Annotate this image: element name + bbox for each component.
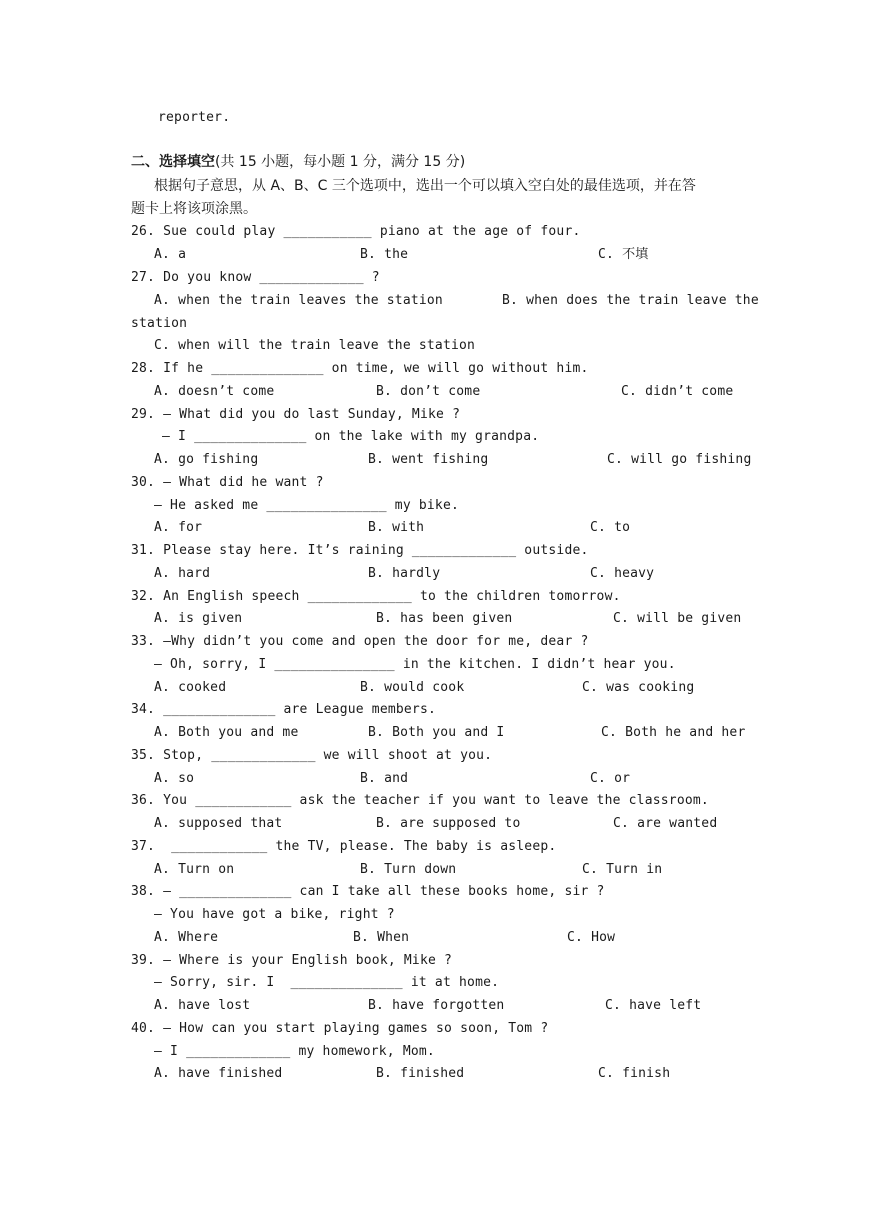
q34-option-c: C. Both he and her xyxy=(601,725,746,740)
q32-option-c: C. will be given xyxy=(613,611,742,626)
question-30-response: — He asked me _______________ my bike. xyxy=(154,498,460,513)
q31-option-a: A. hard xyxy=(154,566,211,581)
question-33-response: — Oh, sorry, I _______________ in the kitchen. I didn’t hear you. xyxy=(154,657,676,672)
q31-option-c: C. heavy xyxy=(590,566,655,581)
question-40: 40. — How can you start playing games so soon, Tom ? xyxy=(131,1021,549,1036)
question-31: 31. Please stay here. It’s raining _____________ outside. xyxy=(131,543,589,558)
q28-option-b: B. don’t come xyxy=(376,384,481,399)
q39-option-a: A. have lost xyxy=(154,998,251,1013)
question-30: 30. — What did he want ? xyxy=(131,475,324,490)
question-40-response: — I _____________ my homework, Mom. xyxy=(154,1044,435,1059)
question-35: 35. Stop, _____________ we will shoot at you. xyxy=(131,748,493,763)
question-39: 39. — Where is your English book, Mike ? xyxy=(131,953,453,968)
section-heading-scoring: (共 15 小题，每小题 1 分，满分 15 分) xyxy=(215,154,466,170)
q27-option-b-continued: station xyxy=(131,316,188,331)
section-heading xyxy=(131,152,465,172)
question-34: 34. ______________ are League members. xyxy=(131,702,437,717)
q38-option-b: B. When xyxy=(353,930,410,945)
q33-option-a: A. cooked xyxy=(154,680,227,695)
q40-option-b: B. finished xyxy=(376,1066,465,1081)
q33-option-c: C. was cooking xyxy=(582,680,695,695)
q37-option-b: B. Turn down xyxy=(360,862,457,877)
question-33: 33. —Why didn’t you come and open the door for me, dear ? xyxy=(131,634,589,649)
q39-option-c: C. have left xyxy=(605,998,702,1013)
q33-option-b: B. would cook xyxy=(360,680,465,695)
q27-option-a: A. when the train leaves the station xyxy=(154,293,443,308)
q40-option-c: C. finish xyxy=(598,1066,671,1081)
question-38: 38. — ______________ can I take all these books home, sir ? xyxy=(131,884,605,899)
q32-option-b: B. has been given xyxy=(376,611,513,626)
q37-option-c: C. Turn in xyxy=(582,862,663,877)
q26-option-a: A. a xyxy=(154,247,187,262)
q36-option-b: B. are supposed to xyxy=(376,816,521,831)
top-fragment: reporter. xyxy=(158,110,231,125)
q34-option-a: A. Both you and me xyxy=(154,725,299,740)
q35-option-c: C. or xyxy=(590,771,631,786)
q28-option-a: A. doesn’t come xyxy=(154,384,275,399)
section-instruction-line2: 题卡上将该项涂黑。 xyxy=(131,201,257,217)
q38-option-a: A. Where xyxy=(154,930,219,945)
q29-option-b: B. went fishing xyxy=(368,452,489,467)
q27-option-b: B. when does the train leave the xyxy=(502,293,759,308)
q36-option-c: C. are wanted xyxy=(613,816,718,831)
q39-option-b: B. have forgotten xyxy=(368,998,505,1013)
q35-option-b: B. and xyxy=(360,771,409,786)
section-instruction-line1: 根据句子意思，从 A、B、C 三个选项中，选出一个可以填入空白处的最佳选项，并在答 xyxy=(154,178,696,194)
section-heading-title: 二、选择填空 xyxy=(131,154,215,170)
question-36: 36. You ____________ ask the teacher if you want to leave the classroom. xyxy=(131,793,709,808)
question-26: 26. Sue could play ___________ piano at the age of four. xyxy=(131,224,581,239)
question-38-response: — You have got a bike, right ? xyxy=(154,907,395,922)
question-32: 32. An English speech _____________ to the children tomorrow. xyxy=(131,589,621,604)
question-29-response: — I ______________ on the lake with my grandpa. xyxy=(162,429,540,444)
question-29: 29. — What did you do last Sunday, Mike ? xyxy=(131,407,461,422)
q30-option-a: A. for xyxy=(154,520,203,535)
q30-option-c: C. to xyxy=(590,520,631,535)
q30-option-b: B. with xyxy=(368,520,425,535)
q29-option-a: A. go fishing xyxy=(154,452,259,467)
q35-option-a: A. so xyxy=(154,771,195,786)
question-27: 27. Do you know _____________ ? xyxy=(131,270,380,285)
q28-option-c: C. didn’t come xyxy=(621,384,734,399)
q32-option-a: A. is given xyxy=(154,611,243,626)
question-28: 28. If he ______________ on time, we will go without him. xyxy=(131,361,589,376)
q40-option-a: A. have finished xyxy=(154,1066,283,1081)
q34-option-b: B. Both you and I xyxy=(368,725,505,740)
q26-option-c: C. 不填 xyxy=(598,247,649,262)
question-37: 37. ____________ the TV, please. The baby is asleep. xyxy=(131,839,557,854)
q26-option-b: B. the xyxy=(360,247,409,262)
q37-option-a: A. Turn on xyxy=(154,862,235,877)
q38-option-c: C. How xyxy=(567,930,616,945)
q29-option-c: C. will go fishing xyxy=(607,452,752,467)
q36-option-a: A. supposed that xyxy=(154,816,283,831)
q27-option-c: C. when will the train leave the station xyxy=(154,338,476,353)
q31-option-b: B. hardly xyxy=(368,566,441,581)
question-39-response: — Sorry, sir. I ______________ it at home. xyxy=(154,975,500,990)
